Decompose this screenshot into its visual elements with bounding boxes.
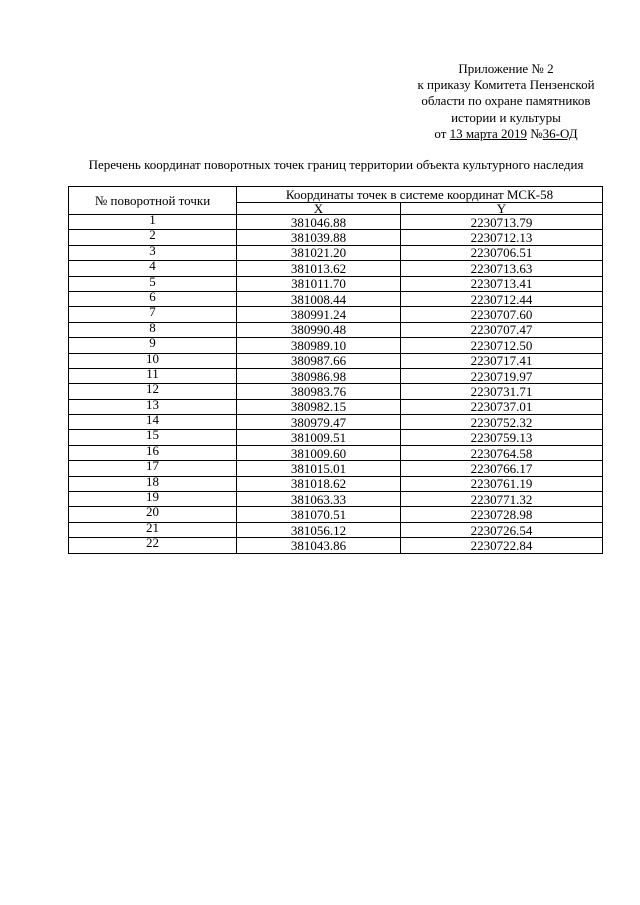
appendix-line-3: области по охране памятников	[421, 93, 591, 109]
header-point-number: № поворотной точки	[69, 187, 237, 215]
coord-y-cell: 2230771.32	[401, 492, 603, 507]
point-number-cell: 5	[69, 276, 237, 291]
coord-x-cell: 381039.88	[237, 230, 401, 245]
coord-x-cell: 380991.24	[237, 307, 401, 322]
coord-y-cell: 2230752.32	[401, 415, 603, 430]
point-number-cell: 14	[69, 415, 237, 430]
coordinates-table-body	[69, 212, 603, 554]
coord-x-cell: 381018.62	[237, 476, 401, 491]
coord-y-cell: 2230707.60	[401, 307, 603, 322]
coord-y-cell: 2230759.13	[401, 430, 603, 445]
coord-x-cell: 381070.51	[237, 507, 401, 522]
coord-y-cell: 2230707.47	[401, 322, 603, 337]
coord-y-cell: 2230731.71	[401, 384, 603, 399]
appendix-line-2: к приказу Комитета Пензенской	[417, 77, 595, 93]
order-date: 13 марта 2019	[449, 125, 528, 141]
coord-x-cell: 381008.44	[237, 291, 401, 306]
header-coordinates: Координаты точек в системе координат МСК-58	[237, 187, 603, 203]
appendix-line-4: истории и культуры	[451, 109, 561, 125]
appendix-header	[392, 61, 620, 142]
coordinates-table	[68, 186, 603, 554]
coord-y-cell: 2230712.13	[401, 230, 603, 245]
coord-x-cell: 381015.01	[237, 461, 401, 476]
point-number-cell: 12	[69, 384, 237, 399]
coord-y-cell: 2230713.41	[401, 276, 603, 291]
coord-y-cell: 2230764.58	[401, 445, 603, 460]
point-number-cell: 20	[69, 507, 237, 522]
coord-y-cell: 2230717.41	[401, 353, 603, 368]
point-number-cell: 7	[69, 307, 237, 322]
coord-x-cell: 381009.60	[237, 445, 401, 460]
point-number-cell: 9	[69, 338, 237, 353]
point-number-cell: 11	[69, 368, 237, 383]
coord-y-cell: 2230761.19	[401, 476, 603, 491]
point-number-cell: 18	[69, 476, 237, 491]
coord-x-cell: 381021.20	[237, 245, 401, 260]
coord-x-cell: 380987.66	[237, 353, 401, 368]
coord-y-cell: 2230726.54	[401, 522, 603, 537]
coord-x-cell: 380986.98	[237, 368, 401, 383]
coord-y-cell: 2230737.01	[401, 399, 603, 414]
point-number-cell: 13	[69, 399, 237, 414]
coord-x-cell: 381056.12	[237, 522, 401, 537]
coord-y-cell: 2230722.84	[401, 538, 603, 553]
coord-x-cell: 381011.70	[237, 276, 401, 291]
point-number-cell: 19	[69, 492, 237, 507]
coord-x-cell: 381009.51	[237, 430, 401, 445]
table-row	[69, 538, 603, 553]
point-number-cell: 21	[69, 522, 237, 537]
point-number-cell: 4	[69, 261, 237, 276]
coord-y-cell: 2230713.63	[401, 261, 603, 276]
document-title: Перечень координат поворотных точек границ территории объекта культурного наследия	[88, 157, 584, 172]
coord-x-cell: 381013.62	[237, 261, 401, 276]
date-prefix: от	[434, 125, 447, 141]
coord-x-cell: 381046.88	[237, 215, 401, 230]
coord-x-cell: 381043.86	[237, 538, 401, 553]
coord-x-cell: 380990.48	[237, 322, 401, 337]
coord-y-cell: 2230728.98	[401, 507, 603, 522]
coord-x-cell: 380982.15	[237, 399, 401, 414]
coord-y-cell: 2230712.44	[401, 291, 603, 306]
coord-y-cell: 2230706.51	[401, 245, 603, 260]
coord-y-cell: 2230766.17	[401, 461, 603, 476]
header-x: X	[237, 203, 401, 215]
coord-x-cell: 380989.10	[237, 338, 401, 353]
number-prefix: №	[530, 125, 543, 141]
coord-x-cell: 380979.47	[237, 415, 401, 430]
appendix-line-1: Приложение № 2	[458, 61, 554, 76]
coord-x-cell: 381063.33	[237, 492, 401, 507]
point-number-cell: 1	[69, 215, 237, 230]
coord-y-cell: 2230713.79	[401, 215, 603, 230]
coord-y-cell: 2230712.50	[401, 338, 603, 353]
order-number: 36-ОД	[542, 125, 578, 141]
point-number-cell: 17	[69, 461, 237, 476]
point-number-cell: 16	[69, 445, 237, 460]
point-number-cell: 8	[69, 322, 237, 337]
point-number-cell: 2	[69, 230, 237, 245]
coord-x-cell: 380983.76	[237, 384, 401, 399]
point-number-cell: 3	[69, 245, 237, 260]
header-y: Y	[401, 203, 603, 215]
point-number-cell: 15	[69, 430, 237, 445]
point-number-cell: 10	[69, 353, 237, 368]
point-number-cell: 6	[69, 291, 237, 306]
coord-y-cell: 2230719.97	[401, 368, 603, 383]
appendix-date-line	[392, 126, 620, 142]
point-number-cell: 22	[69, 538, 237, 553]
